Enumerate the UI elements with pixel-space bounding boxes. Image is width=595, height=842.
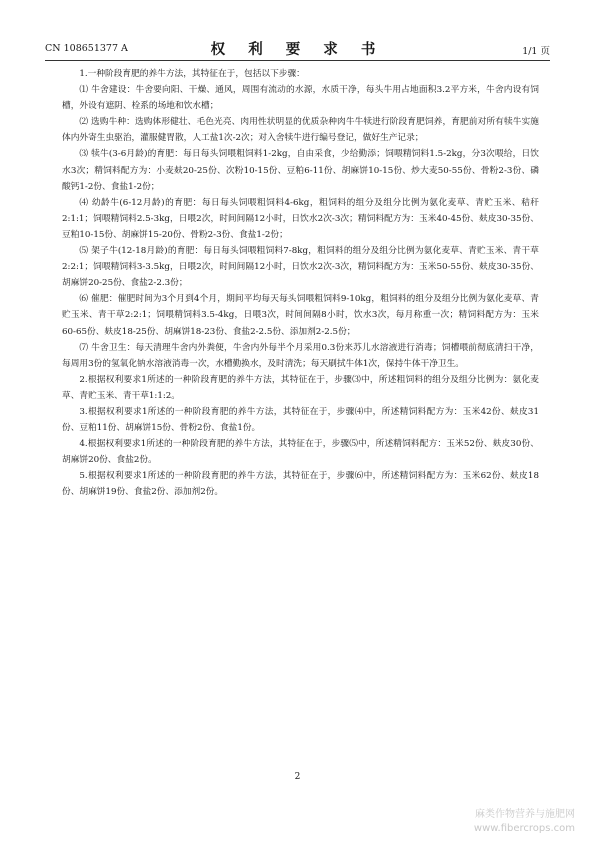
claim-2: 2.根据权利要求1所述的一种阶段育肥的养牛方法，其特征在于，步骤⑶中，所述粗饲料的组分及组分比例为：氨化麦草、青贮玉米、青干草1:1:2。 — [62, 374, 539, 401]
watermark-line-1: 麻类作物营养与施肥网 — [475, 809, 575, 820]
document-title: 权 利 要 求 书 — [210, 41, 385, 58]
publication-number: CN 108651377 A — [45, 43, 128, 54]
claim-1-step-2: ⑵ 选购牛种：选购体形健壮、毛色光亮、肉用性状明显的优质杂种肉牛牛犊进行阶段育肥饲养，育肥前对所有犊牛实施体内外寄生虫驱治，灌服健胃散，人工盐1次-2次；对入舍犊牛进行编号登记，做好生产记录； — [62, 117, 539, 144]
claim-1-step-4: ⑷ 幼龄牛(6-12月龄)的育肥：每日每头饲喂粗饲料4-6kg，粗饲料的组分及组分比例为氨化麦草、青贮玉米、秸秆2:1:1；饲喂精饲料2.5-3kg，日喂2次，时间间隔12小时，日饮水2次-3次；精饲料配方为：玉米40-45份、麸皮30-35份、豆粕10-15份、胡麻饼15-20份、骨粉2-3份、食盐1-2份； — [62, 197, 539, 240]
page-number: 2 — [294, 772, 301, 782]
claim-1-step-7: ⑺ 牛舍卫生：每天清理牛舍内外粪便，牛舍内外每半个月采用0.3份来苏儿水溶液进行消毒；饲槽喂前彻底清扫干净，每周用3份的氢氧化钠水溶液消毒一次，水槽勤换水，及时清洗；每天刷拭牛体1次，保持牛体干净卫生。 — [62, 342, 539, 369]
watermark-line-2: www.fibercrops.com — [473, 823, 575, 834]
page-count: 1/1 页 — [522, 46, 550, 57]
claim-1-intro: 1.一种阶段育肥的养牛方法，其特征在于，包括以下步骤： — [79, 69, 305, 79]
claims-body — [62, 66, 539, 501]
claim-5: 5.根据权利要求1所述的一种阶段育肥的养牛方法，其特征在于，步骤⑹中，所述精饲料配方为：玉米62份、麸皮18份、胡麻饼19份、食盐2份、添加剂2份。 — [62, 471, 539, 498]
claim-1-step-3: ⑶ 犊牛(3-6月龄)的育肥：每日每头饲喂粗饲料1-2kg，自由采食，少给勤添；饲喂精饲料1.5-2kg，分3次喂给，日饮水3次；精饲料配方为：小麦麸20-25份、次粉10-15份、豆粕6-11份、胡麻饼10-15份、炒大麦50-55份、骨粉2-3份、磷酸钙1-2份、食盐1-2份； — [62, 149, 539, 192]
claim-3: 3.根据权利要求1所述的一种阶段育肥的养牛方法，其特征在于，步骤⑷中，所述精饲料配方为：玉米42份、麸皮31份、豆粕11份、胡麻饼15份、骨粉2份、食盐1份。 — [62, 406, 539, 434]
claim-1-step-1: ⑴ 牛舍建设：牛舍要向阳、干燥、通风，周围有流动的水源，水质干净，每头牛用占地面积3.2平方米，牛舍内设有饲槽，外设有遮阴、栓系的场地和饮水槽； — [62, 85, 539, 112]
watermark — [474, 808, 575, 836]
header-rule — [45, 60, 550, 61]
page-header — [45, 38, 550, 58]
claim-1-step-5: ⑸ 架子牛(12-18月龄)的育肥：每日每头饲喂粗饲料7-8kg，粗饲料的组分及组分比例为氨化麦草、青贮玉米、青干草2:2:1；饲喂精饲料3-3.5kg，日喂2次，时间间隔12小时，日饮水2次-3次，精饲料配方为：玉米50-55份、麸皮30-35份、胡麻饼20-25份、食盐2-2.3份； — [62, 246, 539, 289]
claim-4: 4.根据权利要求1所述的一种阶段育肥的养牛方法，其特征在于，步骤⑸中，所述精饲料配方：玉米52份、麸皮30份、胡麻饼20份、食盐2份。 — [62, 439, 539, 466]
claim-1-step-6: ⑹ 催肥：催肥时间为3个月到4个月，期间平均每天每头饲喂粗饲料9-10kg，粗饲料的组分及组分比例为氨化麦草、青贮玉米、青干草2:2:1；饲喂精饲料3.5-4kg，日喂3次，时间间隔8小时，饮水3次，每月称重一次；精饲料配方为：玉米60-65份、麸皮18-25份、胡麻饼18-23份、食盐2-2.5份、添加剂2-2.5份； — [62, 294, 539, 337]
